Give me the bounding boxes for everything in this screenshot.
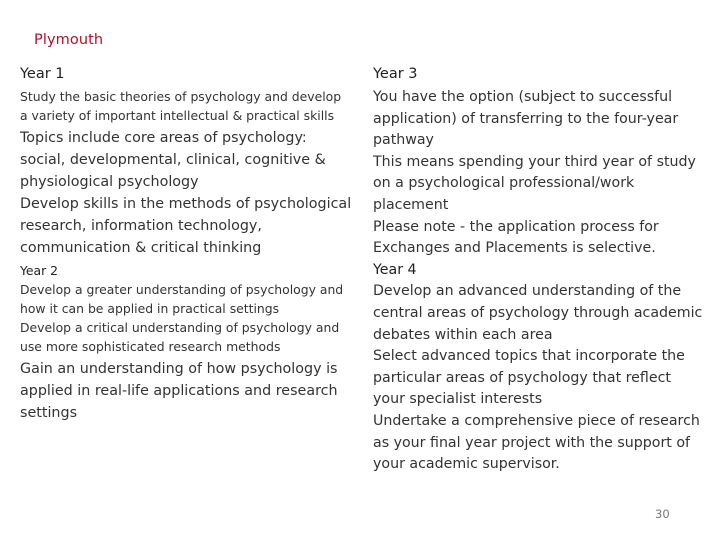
year3-line3: Please note - the application process for Exchanges and Placements is selective. [373,218,659,257]
year1-topics: Topics include core areas of psychology: social, developmental, clinical, cognitive & physiological psychology [20,130,326,190]
year2-line2: Develop a critical understanding of psychology and use more sophisticated research methods [20,320,340,354]
year2-heading: Year 2 [20,263,59,278]
year1-intro: Study the basic theories of psychology and develop a variety of important intellectual & practical skills [20,89,342,123]
year4-heading: Year 4 [373,261,417,278]
page-number: 30 [655,507,670,521]
year4-line3: Undertake a comprehensive piece of research as your final year project with the support of your academic supervisor. [373,412,700,473]
year3-line2: This means spending your third year of study on a psychological professional/work placement [373,153,696,213]
brand-logo-text: Plymouth [34,32,104,48]
year3-heading: Year 3 [373,66,418,82]
year4-line1: Develop an advanced understanding of the central areas of psychology through academic debates within each area [373,283,703,343]
year3-line1: You have the option (subject to successful application) of transferring to the four-year pathway [373,89,679,149]
year1-heading: Year 1 [20,66,65,82]
year2-line3: Gain an understanding of how psychology is applied in real-life applications and research settings [20,361,338,421]
right-column [373,65,703,476]
left-column [20,65,352,424]
year2-line1: Develop a greater understanding of psychology and how it can be applied in practical settings [20,282,344,316]
year1-skills: Develop skills in the methods of psychological research, information technology, communication & critical thinking [20,196,352,256]
year4-line2: Select advanced topics that incorporate the particular areas of psychology that reflect your specialist interests [373,348,685,408]
